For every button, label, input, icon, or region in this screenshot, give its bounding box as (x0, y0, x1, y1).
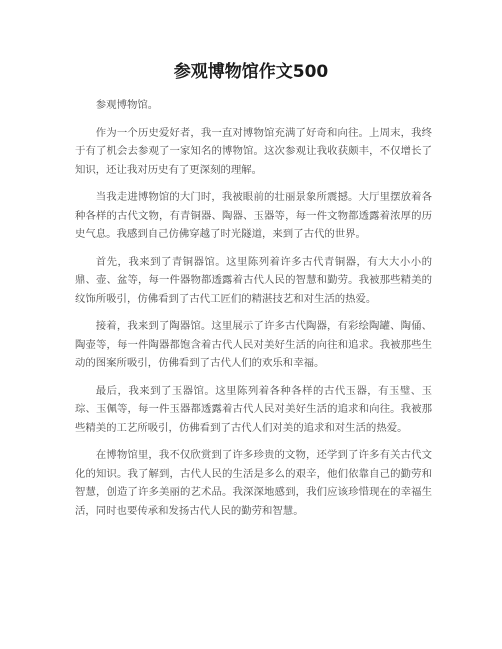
paragraph-1: 作为一个历史爱好者，我一直对博物馆充满了好奇和向往。上周末，我终于有了机会去参观了一家知名的博物馆。这次参观让我收获颇丰，不仅增长了知识，还让我对历史有了更深刻的理解。 (75, 126, 432, 176)
paragraph-5: 最后，我来到了玉器馆。这里陈列着各种各样的古代玉器，有玉璧、玉琮、玉佩等，每一件玉器都透露着古代人民对美好生活的追求和向往。我被那些精美的工艺所吸引，仿佛看到了古代人们对美的追求和对生活的热爱。 (75, 384, 432, 434)
document-body (75, 96, 432, 529)
paragraph-6: 在博物馆里，我不仅欣赏到了许多珍贵的文物，还学到了许多有关古代文化的知识。我了解到，古代人民的生活是多么的艰辛，他们依靠自己的勤劳和智慧，创造了许多美丽的艺术品。我深深地感到，我们应该珍惜现在的幸福生活，同时也要传承和发扬古代人民的勤劳和智慧。 (75, 449, 432, 517)
paragraph-3: 首先，我来到了青铜器馆。这里陈列着许多古代青铜器，有大大小小的鼎、壶、盆等，每一件器物都透露着古代人民的智慧和勤劳。我被那些精美的纹饰所吸引，仿佛看到了古代工匠们的精湛技艺和对生活的热爱。 (75, 255, 432, 305)
paragraph-2: 当我走进博物馆的大门时，我被眼前的壮丽景象所震撼。大厅里摆放着各种各样的古代文物，有青铜器、陶器、玉器等，每一件文物都透露着浓厚的历史气息。我感到自己仿佛穿越了时光隧道，来到了古代的世界。 (75, 191, 432, 240)
paragraph-4: 接着，我来到了陶器馆。这里展示了许多古代陶器，有彩绘陶罐、陶俑、陶壶等，每一件陶器都饱含着古代人民对美好生活的向往和追求。我被那些生动的图案所吸引，仿佛看到了古代人们的欢乐和幸福。 (75, 320, 432, 369)
paragraph-intro: 参观博物馆。 (95, 99, 159, 111)
document-title: 参观博物馆作文500 (173, 62, 329, 82)
